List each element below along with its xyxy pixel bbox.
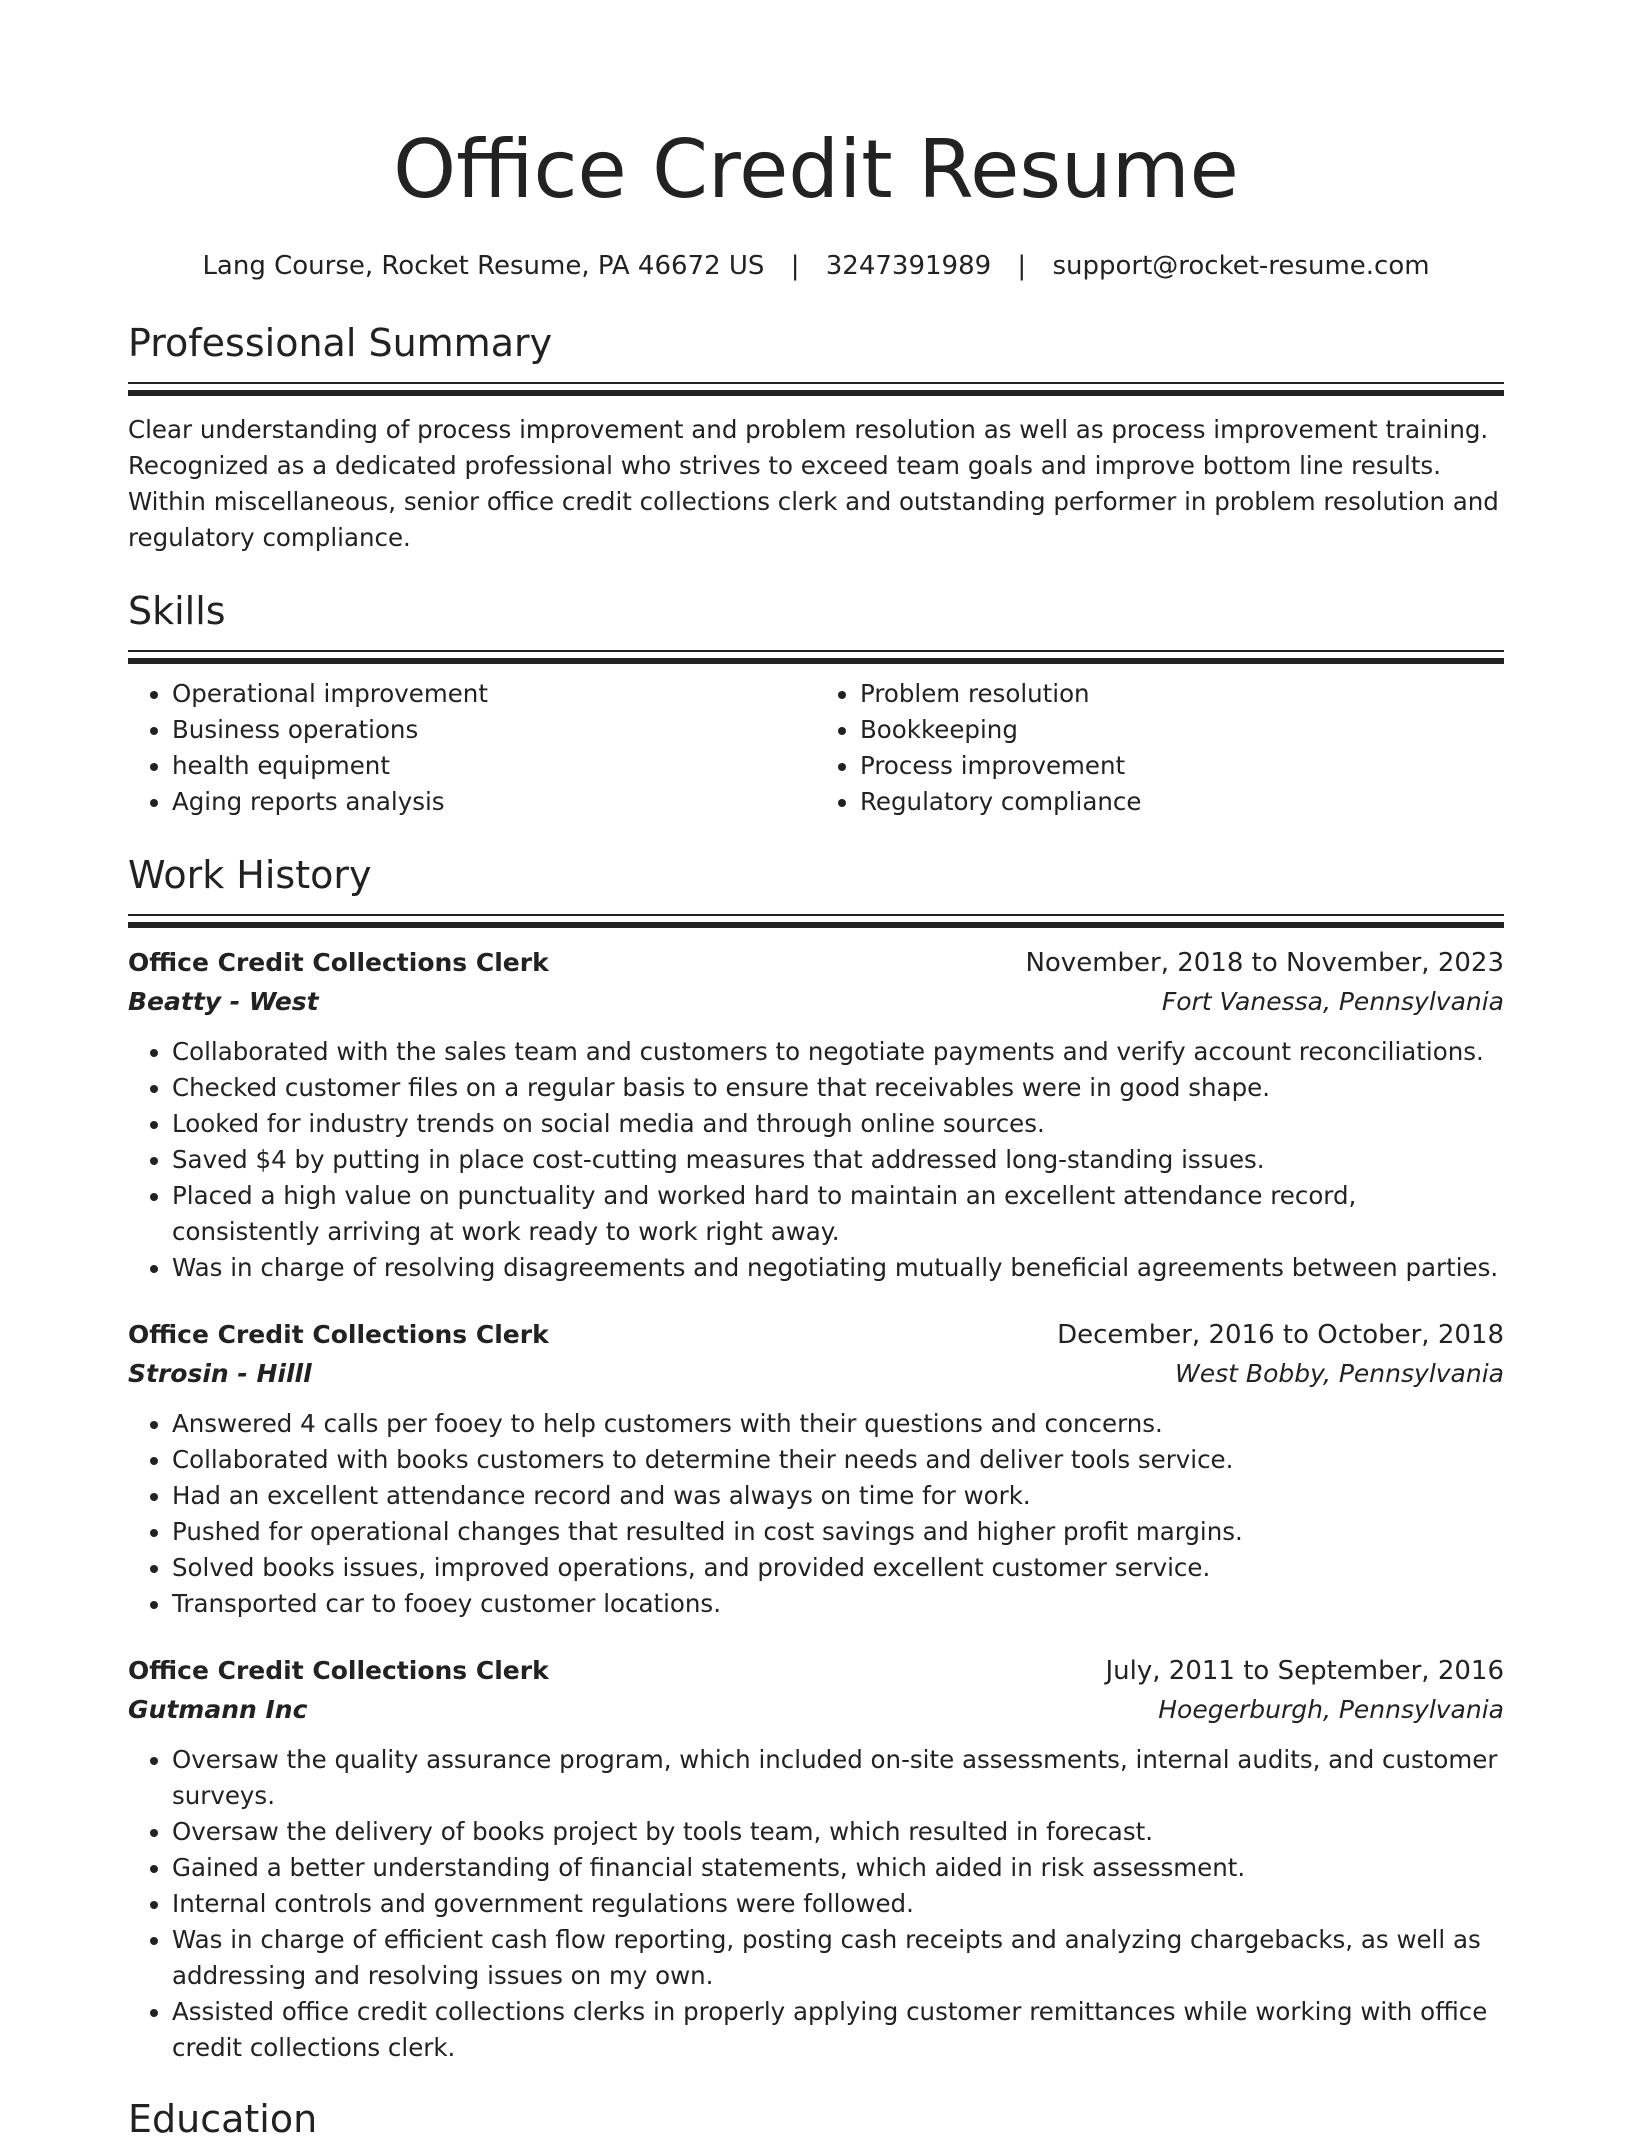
job-company: Gutmann Inc bbox=[128, 1695, 308, 1724]
job-entry bbox=[128, 1316, 1504, 1622]
job-entry bbox=[128, 1652, 1504, 2066]
skill-item: • Process improvement bbox=[860, 748, 1504, 784]
job-bullet: • Was in charge of efficient cash flow reporting, posting cash receipts and analyzing chargebacks, as well as addressing and resolving issues on my own. bbox=[172, 1922, 1504, 1994]
contact-separator: | bbox=[1017, 251, 1027, 281]
job-location: Fort Vanessa, Pennsylvania bbox=[1161, 987, 1504, 1016]
education-section bbox=[128, 2094, 1504, 2144]
job-company: Beatty - West bbox=[128, 987, 319, 1016]
job-bullet: • Collaborated with the sales team and customers to negotiate payments and verify account reconciliations. bbox=[172, 1034, 1504, 1070]
skill-item: • Regulatory compliance bbox=[860, 784, 1504, 820]
section-heading-summary: Professional Summary bbox=[128, 321, 553, 365]
contact-phone: 3247391989 bbox=[825, 251, 992, 281]
skills-section bbox=[128, 586, 1504, 820]
skill-item: • Bookkeeping bbox=[860, 712, 1504, 748]
work-history-section bbox=[128, 850, 1504, 2066]
skill-item: • Business operations bbox=[172, 712, 816, 748]
job-bullets bbox=[128, 1406, 1504, 1622]
job-dates: December, 2016 to October, 2018 bbox=[1057, 1320, 1504, 1350]
job-bullet: • Solved books issues, improved operations, and provided excellent customer service. bbox=[172, 1550, 1504, 1586]
summary-text: Clear understanding of process improvement and problem resolution as well as process improvement training. Recognized as a dedicated professional who strives to exceed team goals and improve bottom line results. Within miscellaneous, senior office credit collections clerk and outstanding performer in problem resolution and regulatory compliance. bbox=[128, 415, 1499, 552]
skills-grid bbox=[128, 676, 1504, 820]
job-bullet: • Checked customer files on a regular basis to ensure that receivables were in good shape. bbox=[172, 1070, 1504, 1106]
skill-item: • Problem resolution bbox=[860, 676, 1504, 712]
job-title: Office Credit Collections Clerk bbox=[128, 1320, 549, 1349]
job-bullet: • Placed a high value on punctuality and worked hard to maintain an excellent attendance record, consistently arriving at work ready to work right away. bbox=[172, 1178, 1504, 1250]
skill-item: • health equipment bbox=[172, 748, 816, 784]
job-company: Strosin - Hilll bbox=[128, 1359, 312, 1388]
job-title: Office Credit Collections Clerk bbox=[128, 1656, 549, 1685]
job-location: Hoegerburgh, Pennsylvania bbox=[1158, 1695, 1504, 1724]
job-bullet: • Internal controls and government regulations were followed. bbox=[172, 1886, 1504, 1922]
job-location: West Bobby, Pennsylvania bbox=[1175, 1359, 1504, 1388]
job-bullet: • Answered 4 calls per fooey to help customers with their questions and concerns. bbox=[172, 1406, 1504, 1442]
job-entry bbox=[128, 944, 1504, 1286]
skills-column-right bbox=[816, 676, 1504, 820]
job-bullets bbox=[128, 1034, 1504, 1286]
job-bullet: • Pushed for operational changes that resulted in cost savings and higher profit margins. bbox=[172, 1514, 1504, 1550]
skills-column-left bbox=[128, 676, 816, 820]
section-heading-education: Education bbox=[128, 2097, 318, 2141]
summary-section bbox=[128, 318, 1504, 556]
job-bullet: • Collaborated with books customers to determine their needs and deliver tools service. bbox=[172, 1442, 1504, 1478]
section-divider bbox=[128, 382, 1504, 396]
job-bullet: • Transported car to fooey customer locations. bbox=[172, 1586, 1504, 1622]
job-bullet: • Oversaw the quality assurance program, which included on-site assessments, internal audits, and customer surveys. bbox=[172, 1742, 1504, 1814]
contact-separator: | bbox=[790, 251, 800, 281]
job-bullet: • Oversaw the delivery of books project by tools team, which resulted in forecast. bbox=[172, 1814, 1504, 1850]
job-bullet: • Was in charge of resolving disagreements and negotiating mutually beneficial agreements between parties. bbox=[172, 1250, 1504, 1286]
contact-line bbox=[128, 248, 1504, 284]
skill-item: • Operational improvement bbox=[172, 676, 816, 712]
skill-item: • Aging reports analysis bbox=[172, 784, 816, 820]
job-dates: November, 2018 to November, 2023 bbox=[1025, 948, 1504, 978]
section-divider bbox=[128, 650, 1504, 664]
section-divider bbox=[128, 914, 1504, 928]
job-bullet: • Saved $4 by putting in place cost-cutting measures that addressed long-standing issues. bbox=[172, 1142, 1504, 1178]
job-bullet: • Looked for industry trends on social media and through online sources. bbox=[172, 1106, 1504, 1142]
job-bullet: • Had an excellent attendance record and was always on time for work. bbox=[172, 1478, 1504, 1514]
job-dates: July, 2011 to September, 2016 bbox=[1105, 1656, 1504, 1686]
job-bullets bbox=[128, 1742, 1504, 2066]
resume-title: Office Credit Resume bbox=[393, 123, 1239, 216]
section-heading-skills: Skills bbox=[128, 589, 226, 633]
job-bullet: • Assisted office credit collections clerks in properly applying customer remittances while working with office credit collections clerk. bbox=[172, 1994, 1504, 2066]
job-bullet: • Gained a better understanding of financial statements, which aided in risk assessment. bbox=[172, 1850, 1504, 1886]
job-title: Office Credit Collections Clerk bbox=[128, 948, 549, 977]
section-heading-work-history: Work History bbox=[128, 853, 372, 897]
contact-address: Lang Course, Rocket Resume, PA 46672 US bbox=[202, 251, 765, 281]
contact-email: support@rocket-resume.com bbox=[1052, 251, 1430, 281]
